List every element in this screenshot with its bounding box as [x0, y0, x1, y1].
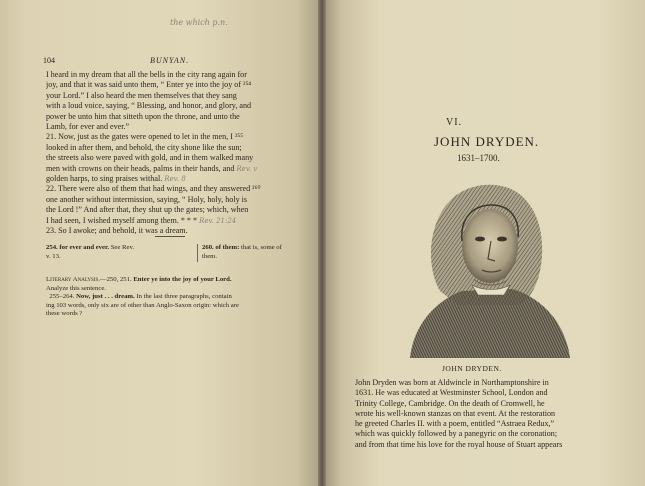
body-line: wrote his well-known stanzas on that event. At the restoration [355, 408, 556, 418]
body-line: 21. Now, just as the gates were opened to let in the men, I ²⁵⁵ [46, 132, 244, 142]
page-number: 104 [43, 56, 55, 65]
body-line: men with crowns on their heads, palms in their hands, and Rev. v [46, 163, 258, 173]
margin-note: Rev. v [236, 164, 258, 173]
life-dates: 1631–1700. [457, 153, 500, 163]
margin-note: Rev. 8 [164, 175, 186, 184]
body-line: Lamb, for ever and ever.” [46, 122, 130, 132]
body-line: Trinity College, Cambridge. On the death of Cromwell, he [355, 398, 545, 408]
body-line: 22. There were also of them that had wings, and they answered ²⁶⁰ [46, 184, 261, 194]
body-line: 1631. He was educated at Westminster School, London and [355, 388, 548, 398]
body-line: and from that time his love for the royal house of Stuart appears [355, 439, 563, 449]
right-body-text [355, 378, 602, 450]
portrait-engraving [400, 171, 575, 358]
pencil-annotation: the which p.n. [170, 18, 228, 27]
body-line: golden harps, to sing praises withal. Rev. 8 [46, 174, 186, 184]
footnote-right: 260. of them: that is, some of them. [202, 244, 282, 260]
body-line: 23. So I awoke; and behold, it was a dream. [46, 226, 188, 236]
body-line: with a loud voice, saying, “ Blessing, and honor, and glory, and [46, 101, 252, 111]
left-body-text [46, 70, 290, 237]
left-page [0, 0, 322, 486]
book-gutter [318, 0, 326, 486]
body-line: looked in after them, and behold, the city shone like the sun; [46, 142, 242, 152]
body-line: I had seen, I wished myself among them. * * * Rev. 21:24 [46, 215, 237, 225]
body-line: joy, and that it was said unto them, “ Enter ye into the joy of ²⁵⁴ [46, 80, 252, 90]
section-rule [155, 236, 185, 237]
margin-note: Rev. 21:24 [199, 216, 237, 225]
chapter-title: JOHN DRYDEN. [434, 134, 540, 149]
chapter-number: VI. [446, 117, 463, 128]
body-line: he greeted Charles II. with a poem, entitled “Astraea Redux,” [355, 419, 555, 429]
body-line: power be unto him that sitteth upon the throne, and unto the [46, 111, 240, 121]
literary-analysis: Literary Analysis.—250, 251. Enter ye into the joy of your Lord. Analyze this sentence. 255–264. Now, just . . . dream. In the last three paragraphs, contain ing 103 words, only six are of other than Anglo-Saxon origin: which are these words ? [46, 276, 239, 318]
body-line: I heard in my dream that all the bells in the city rang again for [46, 70, 247, 79]
body-line: the Lord !” And after that, they shut up the gates; which, when [46, 205, 249, 215]
body-line: one another without intermission, saying, “ Holy, holy, holy is [46, 194, 248, 204]
footnote-divider [197, 244, 198, 262]
running-head: BUNYAN. [150, 56, 190, 65]
body-line: your Lord.” I also heard the men themselves that they sang [46, 90, 237, 100]
body-line: the streets also were paved with gold, and in them walked many [46, 153, 254, 163]
body-line: which was quickly followed by a panegyric on the coronation; [355, 429, 558, 439]
portrait-caption: JOHN DRYDEN. [442, 364, 502, 373]
body-line: John Dryden was born at Aldwincle in Northamptonshire in [355, 378, 549, 387]
footnote-left: 254. for ever and ever. See Rev. v. 13. [46, 244, 135, 260]
